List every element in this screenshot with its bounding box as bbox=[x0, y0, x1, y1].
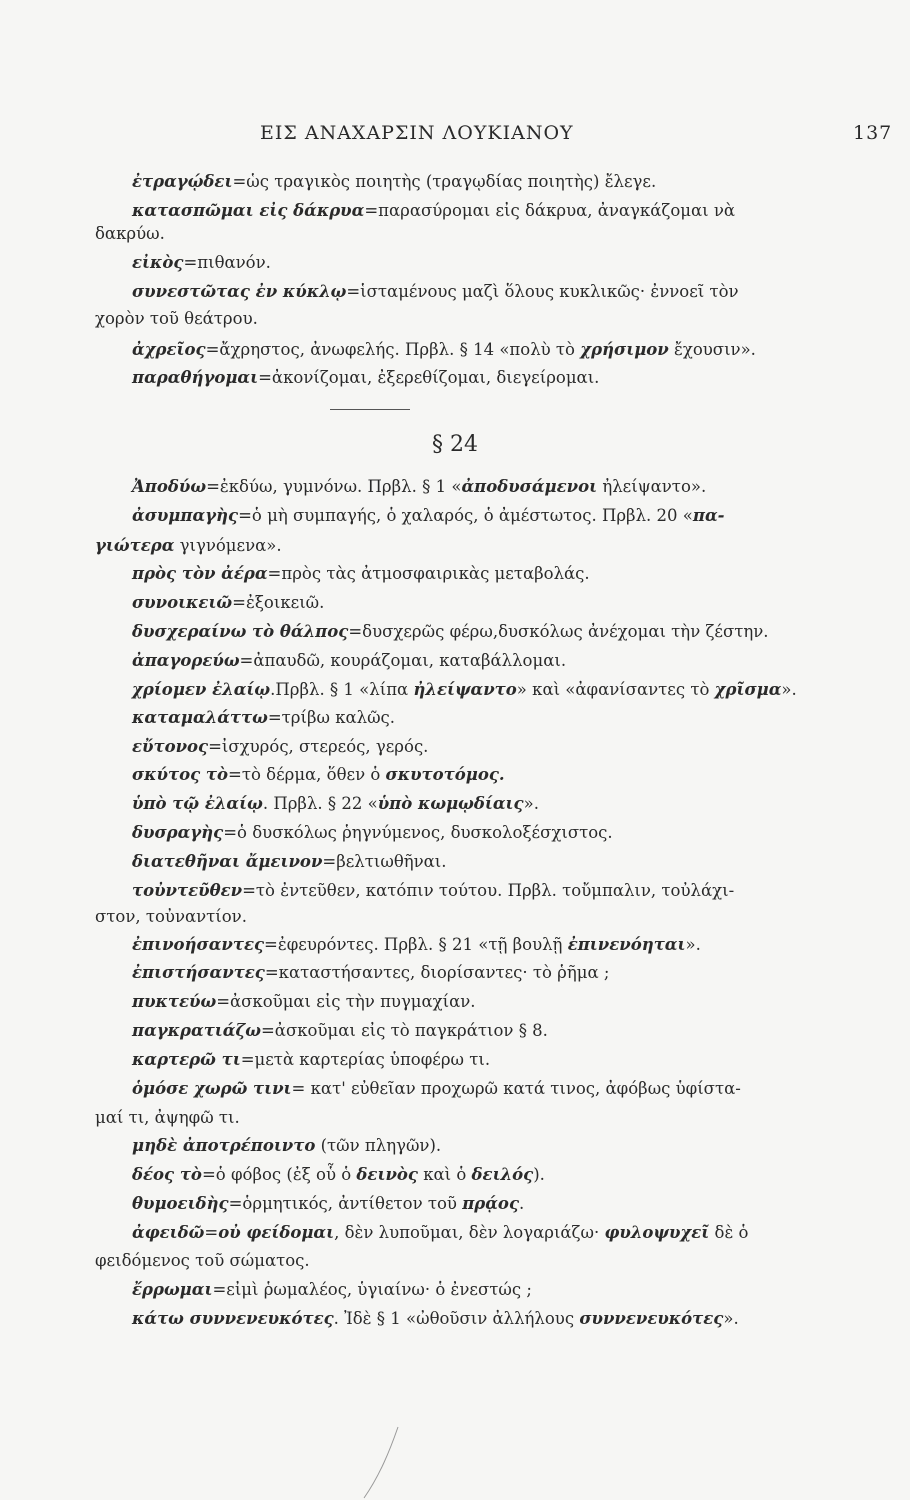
definition-text: =πιθανόν. bbox=[183, 253, 271, 272]
definition-text: . Ἰδὲ § 1 «ὠθοῦσιν ἀλλήλους bbox=[333, 1309, 580, 1328]
glossary-line bbox=[132, 736, 428, 758]
definition-text: .Πρβλ. § 1 «λίπα bbox=[270, 680, 414, 699]
lemma-text: ἔρρωμαι bbox=[132, 1280, 213, 1299]
emphasized-text: γιώτερα bbox=[95, 536, 175, 555]
glossary-line bbox=[132, 505, 725, 527]
glossary-line bbox=[95, 535, 282, 557]
definition-text: =ἄχρηστος, ἀνωφελής. Πρβλ. § 14 «πολὺ τὸ bbox=[205, 340, 581, 359]
glossary-line bbox=[132, 650, 566, 672]
definition-text: =ἀσκοῦμαι εἰς τὸ παγκράτιον § 8. bbox=[260, 1021, 548, 1040]
glossary-line bbox=[132, 252, 271, 274]
lemma-text: πυκτεύω bbox=[132, 992, 217, 1011]
emphasized-text: χρῖσμα bbox=[714, 680, 782, 699]
lemma-text: δυσραγὴς bbox=[132, 823, 224, 842]
definition-text: =τὸ ἐντεῦθεν, κατόπιν τούτου. Πρβλ. τοὔμπαλιν, τοὐλάχι- bbox=[242, 881, 735, 900]
glossary-line bbox=[132, 991, 476, 1013]
definition-text: μαί τι, ἀψηφῶ τι. bbox=[95, 1108, 240, 1127]
definition-text: » καὶ «ἀφανίσαντες τὸ bbox=[516, 680, 715, 699]
glossary-line bbox=[132, 476, 706, 498]
emphasized-text: ὑπὸ κωμῳδίαις bbox=[377, 794, 524, 813]
lemma-text: ἀχρεῖος bbox=[132, 340, 206, 359]
emphasized-text: ἠλείψαντο bbox=[413, 680, 517, 699]
emphasized-text: χρήσιμον bbox=[580, 340, 669, 359]
definition-text: στον, τοὐναντίον. bbox=[95, 907, 247, 926]
definition-text: =ἰσχυρός, στερεός, γερός. bbox=[208, 737, 429, 756]
definition-text: ἔχουσιν». bbox=[668, 340, 756, 359]
lemma-text: ἐπιστήσαντες bbox=[132, 963, 265, 982]
glossary-line bbox=[132, 880, 734, 902]
glossary-line bbox=[132, 281, 739, 303]
definition-text: =πρὸς τὰς ἀτμοσφαιρικὰς μεταβολάς. bbox=[267, 564, 590, 583]
lemma-text: παγκρατιάζω bbox=[132, 1021, 261, 1040]
definition-text: φειδόμενος τοῦ σώματος. bbox=[95, 1251, 310, 1270]
section-divider bbox=[330, 409, 410, 410]
lemma-text: μηδὲ ἀποτρέποιντο bbox=[132, 1136, 316, 1155]
definition-text: ». bbox=[781, 680, 797, 699]
definition-text: ). bbox=[533, 1165, 545, 1184]
definition-text: ». bbox=[685, 935, 701, 954]
lemma-text: χρίομεν ἐλαίῳ bbox=[132, 680, 271, 699]
definition-text: ». bbox=[723, 1309, 739, 1328]
glossary-line bbox=[132, 592, 324, 614]
lemma-text: τοὐντεῦθεν bbox=[132, 881, 243, 900]
lemma-text: ὁμόσε χωρῶ τινι bbox=[132, 1079, 292, 1098]
glossary-line bbox=[95, 906, 247, 928]
lemma-text: ἐτραγῴδει bbox=[132, 172, 233, 191]
definition-text: . Πρβλ. § 22 « bbox=[262, 794, 378, 813]
glossary-line bbox=[132, 563, 590, 585]
glossary-line bbox=[132, 934, 701, 956]
emphasized-text: οὐ φείδομαι bbox=[218, 1223, 335, 1242]
lemma-text: ὑπὸ τῷ ἐλαίῳ bbox=[132, 794, 263, 813]
glossary-line bbox=[132, 851, 447, 873]
emphasized-text: δειλός bbox=[471, 1165, 534, 1184]
glossary-line bbox=[95, 1250, 310, 1272]
glossary-line bbox=[95, 308, 258, 330]
definition-text: =ἐξοικειῶ. bbox=[232, 593, 325, 612]
lemma-text: διατεθῆναι ἄμεινον bbox=[132, 852, 323, 871]
definition-text: , δὲν λυποῦμαι, δὲν λογαριάζω· bbox=[334, 1223, 605, 1242]
glossary-line bbox=[132, 621, 769, 643]
definition-text: καὶ ὁ bbox=[417, 1165, 472, 1184]
lemma-text: θυμοειδὴς bbox=[132, 1194, 229, 1213]
glossary-line bbox=[132, 764, 505, 786]
glossary-line bbox=[95, 1107, 240, 1129]
lemma-text: συνεστῶτας ἐν κύκλῳ bbox=[132, 282, 347, 301]
glossary-line bbox=[132, 1279, 532, 1301]
definition-text: =μετὰ καρτερίας ὑποφέρω τι. bbox=[240, 1050, 491, 1069]
glossary-line bbox=[132, 707, 395, 729]
definition-text: =δυσχερῶς φέρω,δυσκόλως ἀνέχομαι τὴν ζέστην. bbox=[348, 622, 769, 641]
lemma-text: Ἀποδύω bbox=[132, 477, 207, 496]
definition-text: (τῶν πληγῶν). bbox=[315, 1136, 442, 1155]
lemma-text: ἀσυμπαγὴς bbox=[132, 506, 239, 525]
definition-text: =ὁ φόβος (ἐξ οὗ ὁ bbox=[201, 1165, 357, 1184]
page-header bbox=[0, 122, 910, 152]
glossary-line bbox=[132, 1308, 739, 1330]
definition-text: =βελτιωθῆναι. bbox=[322, 852, 447, 871]
lemma-text: παραθήγομαι bbox=[132, 368, 259, 387]
glossary-line bbox=[95, 223, 165, 245]
pencil-mark bbox=[360, 1425, 400, 1500]
glossary-line bbox=[132, 1222, 748, 1244]
lemma-text: κατασπῶμαι εἰς δάκρυα bbox=[132, 201, 365, 220]
section-heading: § 24 bbox=[432, 432, 478, 457]
lemma-text: δέος τὸ bbox=[132, 1165, 202, 1184]
glossary-line bbox=[132, 679, 797, 701]
definition-text: ». bbox=[523, 794, 539, 813]
glossary-line bbox=[132, 1049, 490, 1071]
lemma-text: εὔτονος bbox=[132, 737, 209, 756]
glossary-line bbox=[132, 793, 539, 815]
glossary-line bbox=[132, 1193, 524, 1215]
definition-text: =ὁ μὴ συμπαγής, ὁ χαλαρός, ὁ ἀμέστωτος. Πρβλ. 20 « bbox=[238, 506, 693, 525]
definition-text: =ὁ δυσκόλως ῥηγνύμενος, δυσκολοξέσχιστος. bbox=[223, 823, 613, 842]
definition-text: δὲ ὁ bbox=[709, 1223, 749, 1242]
definition-text: =καταστήσαντες, διορίσαντες· τὸ ῥῆμα ; bbox=[264, 963, 610, 982]
emphasized-text: συννενευκότες bbox=[579, 1309, 724, 1328]
lemma-text: ἀφειδῶ bbox=[132, 1223, 205, 1242]
emphasized-text: ἀποδυσάμενοι bbox=[461, 477, 598, 496]
glossary-line bbox=[132, 1135, 441, 1157]
definition-text: =ἀκονίζομαι, ἐξερεθίζομαι, διεγείρομαι. bbox=[258, 368, 600, 387]
definition-text: =ἱσταμένους μαζὶ ὅλους κυκλικῶς· ἐννοεῖ τὸν bbox=[346, 282, 739, 301]
lemma-text: πρὸς τὸν ἀέρα bbox=[132, 564, 268, 583]
definition-text: χορὸν τοῦ θεάτρου. bbox=[95, 309, 258, 328]
definition-text: δακρύω. bbox=[95, 224, 165, 243]
running-title: ΕΙΣ ΑΝΑΧΑΡΣΙΝ ΛΟΥΚΙΑΝΟΥ bbox=[260, 122, 574, 144]
glossary-line bbox=[132, 171, 656, 193]
definition-text: = bbox=[204, 1223, 219, 1242]
lemma-text: καρτερῶ τι bbox=[132, 1050, 241, 1069]
lemma-text: εἰκὸς bbox=[132, 253, 184, 272]
emphasized-text: φυλοψυχεῖ bbox=[604, 1223, 710, 1242]
glossary-line bbox=[132, 1020, 548, 1042]
definition-text: =ὡς τραγικὸς ποιητὴς (τραγῳδίας ποιητὴς) ἔλεγε. bbox=[232, 172, 657, 191]
definition-text: =ἐκδύω, γυμνόνω. Πρβλ. § 1 « bbox=[206, 477, 462, 496]
lemma-text: σκύτος τὸ bbox=[132, 765, 228, 784]
emphasized-text: δεινὸς bbox=[356, 1165, 418, 1184]
glossary-line bbox=[132, 367, 599, 389]
glossary-line bbox=[132, 200, 735, 222]
glossary-line bbox=[132, 1164, 545, 1186]
definition-text: γιγνόμενα». bbox=[174, 536, 282, 555]
definition-text: =εἰμὶ ῥωμαλέος, ὑγιαίνω· ὁ ἐνεστώς ; bbox=[212, 1280, 532, 1299]
emphasized-text: πα- bbox=[692, 506, 725, 525]
glossary-line bbox=[132, 962, 609, 984]
definition-text: =ὁρμητικός, ἀντίθετον τοῦ bbox=[228, 1194, 463, 1213]
definition-text: =ἀπαυδῶ, κουράζομαι, καταβάλλομαι. bbox=[239, 651, 567, 670]
lemma-text: κάτω συννενευκότες bbox=[132, 1309, 334, 1328]
lemma-text: δυσχεραίνω τὸ θάλπος bbox=[132, 622, 349, 641]
lemma-text: ἐπινοήσαντες bbox=[132, 935, 265, 954]
emphasized-text: πρᾴος bbox=[462, 1194, 519, 1213]
definition-text: . bbox=[519, 1194, 525, 1213]
definition-text: =παρασύρομαι εἰς δάκρυα, ἀναγκάζομαι νὰ bbox=[364, 201, 736, 220]
glossary-line bbox=[132, 1078, 741, 1100]
definition-text: = κατ' εὐθεῖαν προχωρῶ κατά τινος, ἀφόβως ὑφίστα- bbox=[291, 1079, 741, 1098]
emphasized-text: σκυτοτόμος. bbox=[385, 765, 505, 784]
definition-text: =τρίβω καλῶς. bbox=[267, 708, 396, 727]
lemma-text: ἀπαγορεύω bbox=[132, 651, 240, 670]
lemma-text: καταμαλάττω bbox=[132, 708, 268, 727]
definition-text: =ἐφευρόντες. Πρβλ. § 21 «τῇ βουλῇ bbox=[264, 935, 568, 954]
glossary-line bbox=[132, 822, 613, 844]
definition-text: ἠλείψαντο». bbox=[597, 477, 707, 496]
lemma-text: συνοικειῶ bbox=[132, 593, 233, 612]
glossary-line bbox=[132, 339, 756, 361]
definition-text: =τὸ δέρμα, ὅθεν ὁ bbox=[228, 765, 386, 784]
emphasized-text: ἐπινενόηται bbox=[567, 935, 686, 954]
page-number: 137 bbox=[853, 122, 893, 144]
definition-text: =ἀσκοῦμαι εἰς τὴν πυγμαχίαν. bbox=[216, 992, 476, 1011]
